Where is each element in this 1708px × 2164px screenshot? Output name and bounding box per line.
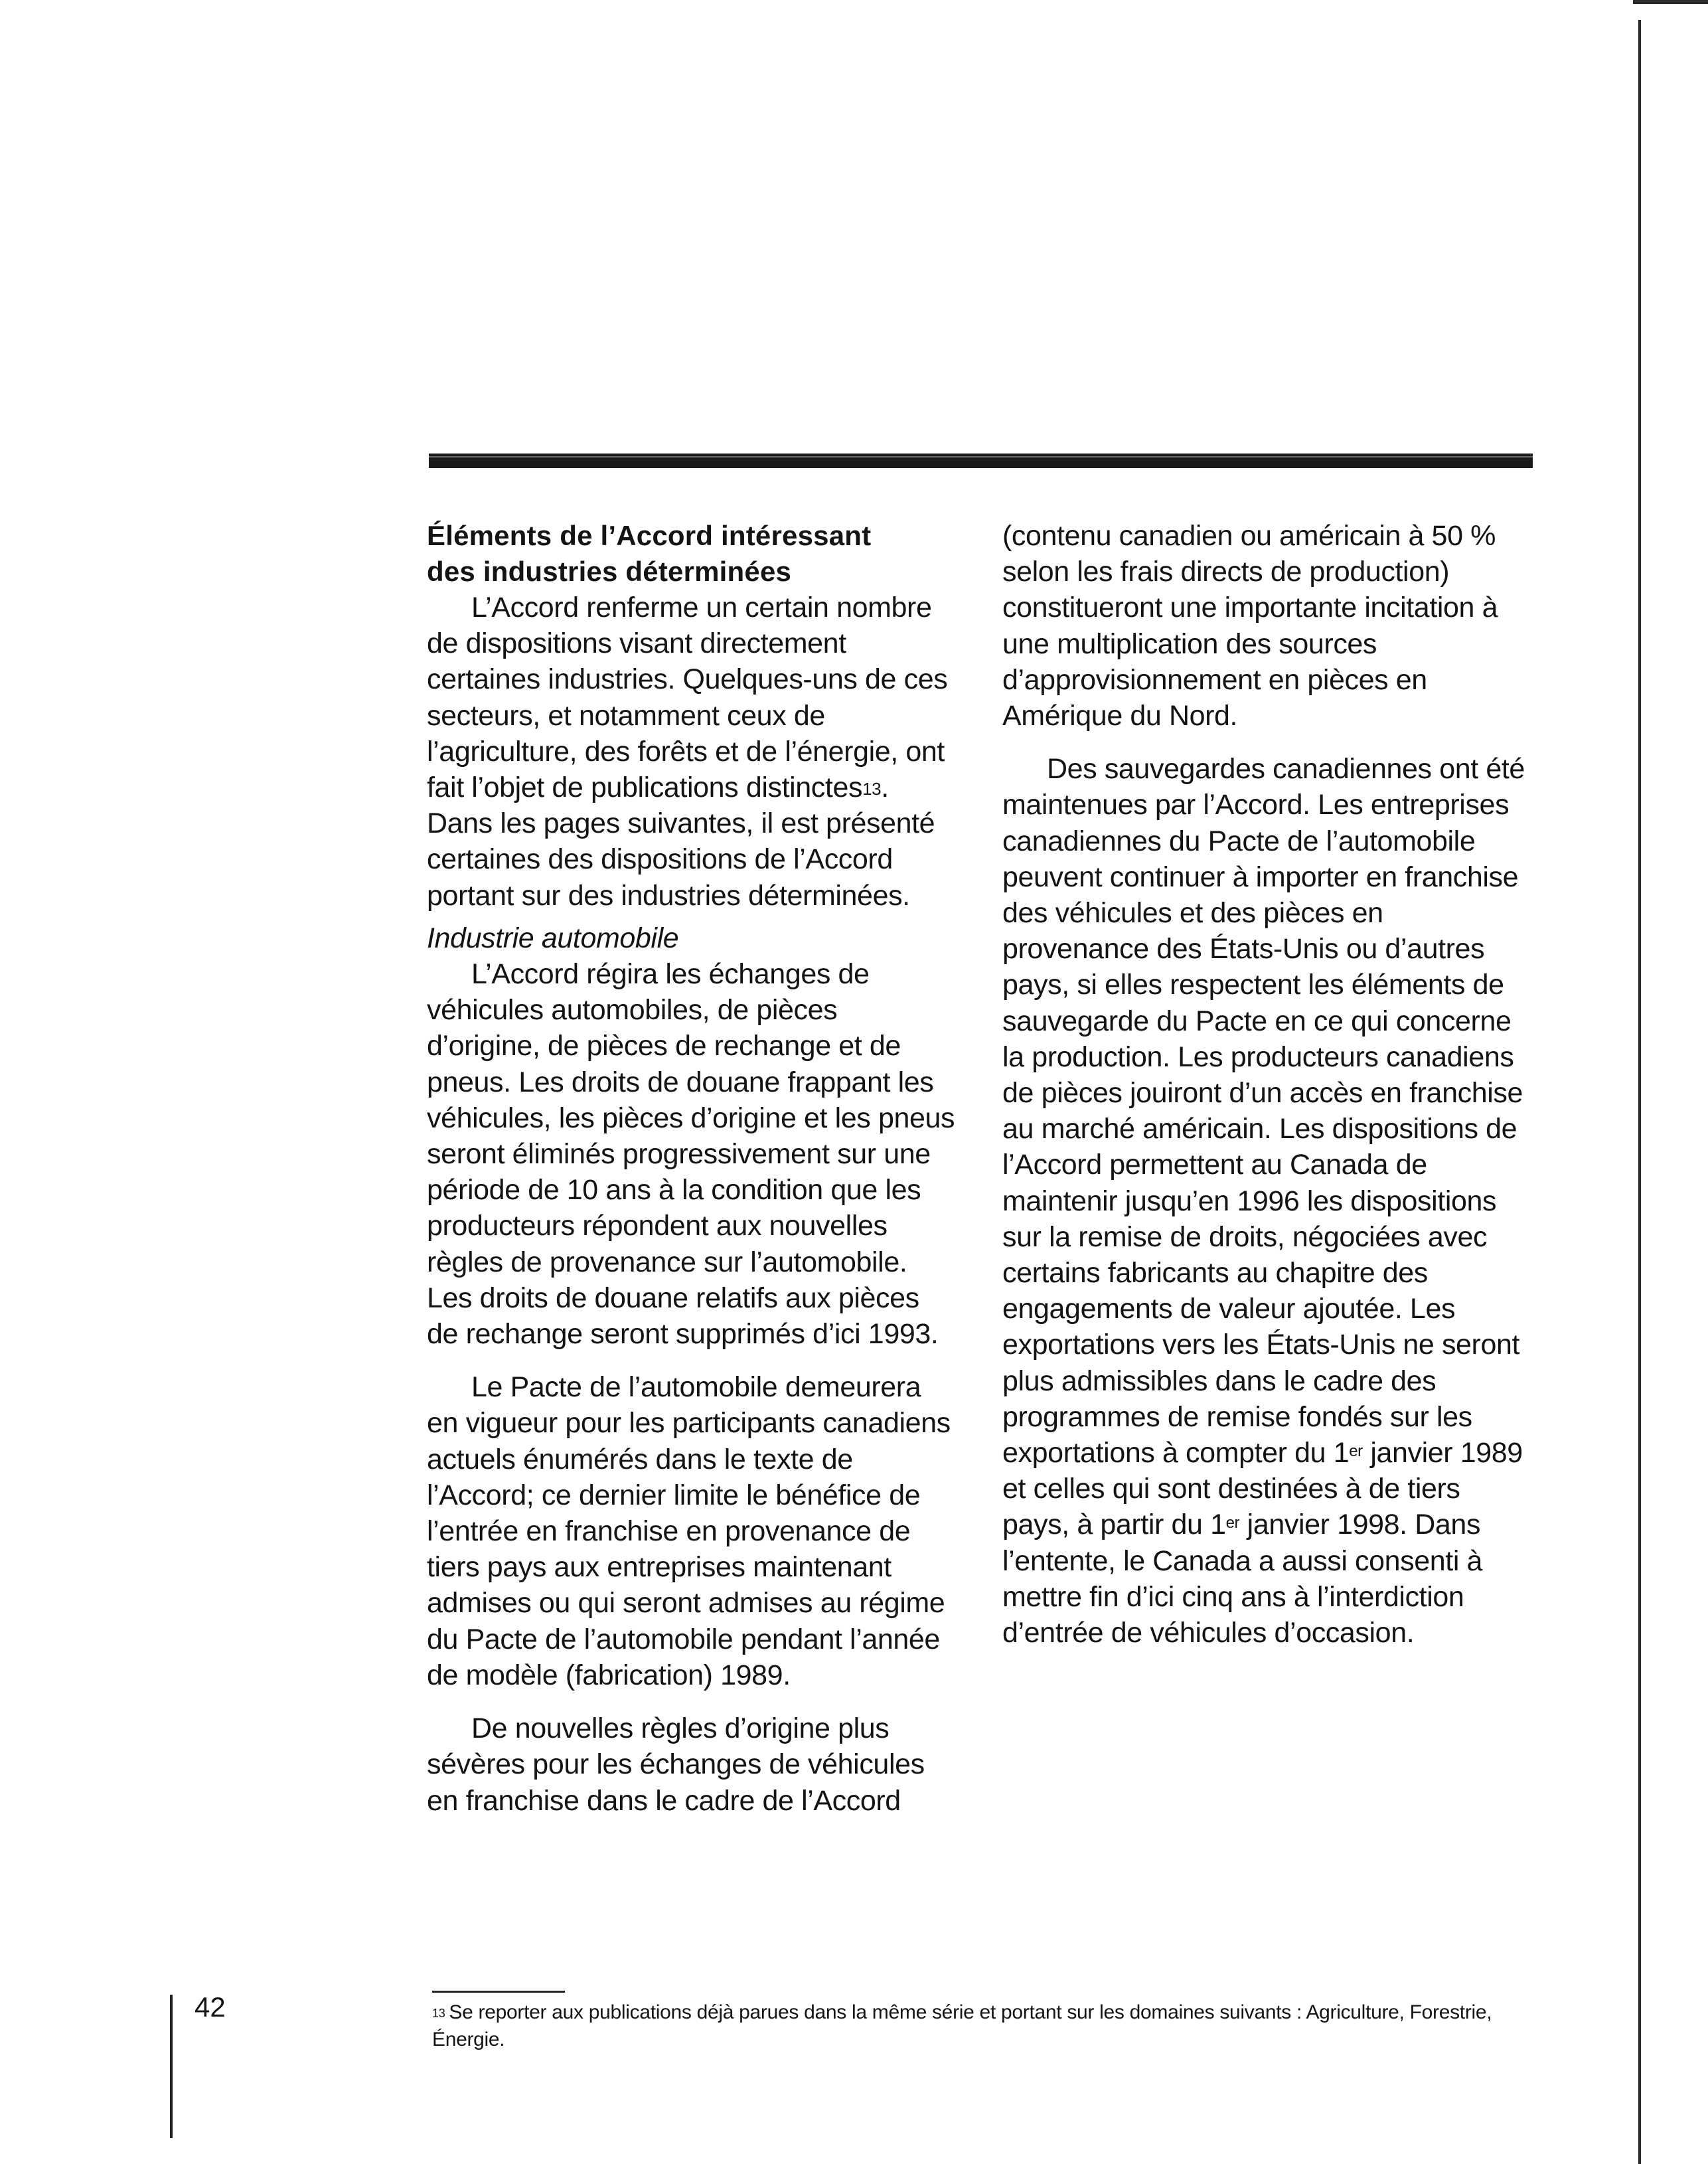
footnote-text: Se reporter aux publications déjà parues dans la même série et portant sur les domaines suivants : Agriculture, Forestrie, Énergie. [432,2001,1492,2050]
subheading: Industrie automobile [427,922,679,954]
top-rule [429,454,1533,468]
section-heading-line1: Éléments de l’Accord intéressant [427,520,872,551]
paragraph [1002,751,1533,1651]
scan-edge-line [1638,20,1641,2164]
footnote-marker: 13 [432,2007,445,2020]
section-heading [427,518,958,590]
paragraph-text: janvier 1989 et celles qui sont destinées à de tiers pays, à partir du 1 [1002,1437,1523,1541]
intro-text-end: . Dans les pages suivantes, il est présenté certaines des dispositions de l’Accord portant sur des industries déterminées. [427,772,935,912]
continuation-paragraph: (contenu canadien ou américain à 50 % selon les frais directs de production) constitueront une importante incitation à une multiplication des sources d’approvisionnement en pièces en Amérique du Nord. [1002,520,1498,732]
paragraph: De nouvelles règles d’origine plus sévères pour les échanges de véhicules en franchise dans le cadre de l’Accord [427,1712,925,1817]
section-heading-line2: des industries déterminées [427,556,792,587]
left-column [427,518,958,1819]
ordinal-superscript: er [1349,1442,1363,1461]
scan-edge-top [1633,0,1708,4]
right-column [1002,518,1533,1651]
margin-bar [170,1995,173,2138]
intro-paragraph [427,590,958,914]
intro-text: L’Accord renferme un certain nombre de dispositions visant directement certaines industries. Quelques-uns de ces secteurs, et notamment ceux de l’agriculture, des forêts et de l’énergie, ont fait l’objet de publications distinctes [427,592,948,804]
footnote [432,1999,1508,2053]
paragraph: Le Pacte de l’automobile demeurera en vigueur pour les participants canadiens actuels énumérés dans le texte de l’Accord; ce dernier limite le bénéfice de l’entrée en franchise en provenance de tiers pays aux entreprises maintenant admises ou qui seront admises au régime du Pacte de l’automobile pendant l’année de modèle (fabrication) 1989. [427,1371,951,1691]
ordinal-superscript: er [1225,1514,1240,1533]
page-number: 42 [194,1991,226,2023]
footnote-rule [432,1991,565,1993]
footnote-reference: 13 [862,779,882,799]
paragraph-text: janvier 1998. Dans l’entente, le Canada a aussi consenti à mettre fin d’ici cinq ans à l’interdiction d’entrée de véhicules d’occasion. [1002,1509,1483,1649]
paragraph: L’Accord régira les échanges de véhicules automobiles, de pièces d’origine, de pièces de rechange et de pneus. Les droits de douane frappant les véhicules, les pièces d’origine et les pneus seront éliminés progressivement sur une période de 10 ans à la condition que les producteurs répondent aux nouvelles règles de provenance sur l’automobile. Les droits de douane relatifs aux pièces de rechange seront supprimés d’ici 1993. [427,958,955,1351]
paragraph-text: Des sauvegardes canadiennes ont été maintenues par l’Accord. Les entreprises canadiennes du Pacte de l’automobile peuvent continuer à importer en franchise des véhicules et des pièces en provenance des États-Unis ou d’autres pays, si elles respectent les éléments de sauvegarde du Pacte en ce qui concerne la production. Les producteurs canadiens de pièces jouiront d’un accès en franchise au marché américain. Les dispositions de l’Accord permettent au Canada de maintenir jusqu’en 1996 les dispositions sur la remise de droits, négociées avec certains fabricants au chapitre des engagements de valeur ajoutée. Les exportations vers les États-Unis ne seront plus admissibles dans le cadre des programmes de remise fondés sur les exportations à compter du 1 [1002,753,1525,1469]
